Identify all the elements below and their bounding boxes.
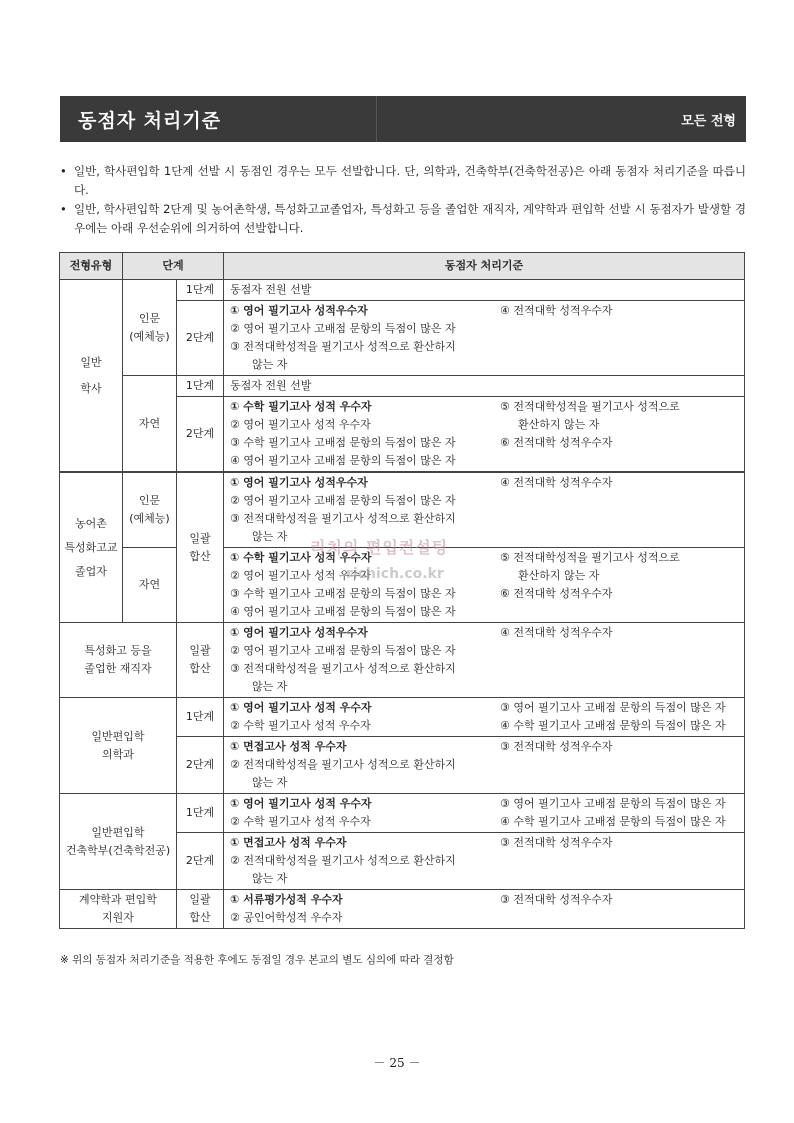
criterion-item: ① 수학 필기고사 성적 우수자 [230, 551, 372, 564]
criterion-item: ② 영어 필기고사 성적 우수자 [230, 569, 371, 582]
bullet-list [60, 162, 746, 238]
criterion-item: ④ 전적대학 성적우수자 [500, 304, 613, 317]
stage-cell: 2단계 [177, 397, 224, 473]
table-header-row [60, 253, 745, 280]
criterion-item: ③ 전적대학성적을 필기고사 성적으로 환산하지 [230, 512, 456, 525]
criterion-item: 않는 자 [252, 358, 288, 371]
criterion-item: 않는 자 [252, 776, 288, 789]
criterion-item: ④ 전적대학 성적우수자 [500, 626, 613, 639]
criterion-item: ① 영어 필기고사 성적우수자 [230, 304, 368, 317]
page-number: － 25 － [373, 1056, 421, 1070]
criterion-item: ④ 전적대학 성적우수자 [500, 476, 613, 489]
criterion-item: ③ 전적대학성적을 필기고사 성적으로 환산하지 [230, 662, 456, 675]
criterion-item: 않는 자 [252, 680, 288, 693]
stage-cell: 1단계 [177, 376, 224, 397]
type-architecture-transfer: 일반편입학 건축학부(건축학전공) [60, 794, 177, 890]
criterion-item: ① 영어 필기고사 성적 우수자 [230, 797, 372, 810]
criterion-item: ④ 수학 필기고사 고배점 문항의 득점이 많은 자 [500, 815, 726, 828]
criterion-item: ④ 영어 필기고사 고배점 문항의 득점이 많은 자 [230, 454, 456, 467]
table-row [60, 280, 745, 301]
criterion-item: 않는 자 [252, 872, 288, 885]
criterion-item: ① 면접고사 성적 우수자 [230, 836, 347, 849]
watermark-text: 리치의 편입컨설팅 [310, 538, 449, 557]
criterion-item: ③ 영어 필기고사 고배점 문항의 득점이 많은 자 [500, 701, 726, 714]
type-rural-vocational: 농어촌 특성화고교 졸업자 [60, 472, 123, 623]
stage-cell: 1단계 [177, 280, 224, 301]
section-title: 동점자 처리기준 [78, 110, 222, 132]
table-row [60, 376, 745, 397]
stage-cell: 2단계 [177, 301, 224, 376]
bullet-item: • 일반, 학사편입학 1단계 선발 시 동점인 경우는 모두 선발합니다. 단, 의학과, 건축학부(건축학전공)은 아래 동점자 처리기준을 따릅니다. [60, 162, 746, 200]
criterion-item: ① 면접고사 성적 우수자 [230, 740, 347, 753]
criterion-item: ③ 수학 필기고사 고배점 문항의 득점이 많은 자 [230, 436, 456, 449]
criterion-item: ⑤ 전적대학성적을 필기고사 성적으로 [500, 400, 680, 413]
criterion-item: ② 전적대학성적을 필기고사 성적으로 환산하지 [230, 758, 456, 771]
criterion-item: ⑤ 전적대학성적을 필기고사 성적으로 [500, 551, 680, 564]
criterion-item: ③ 전적대학성적을 필기고사 성적으로 환산하지 [230, 340, 456, 353]
track-nature: 자연 [123, 548, 177, 623]
table-row [60, 698, 745, 737]
criterion-item: ③ 전적대학 성적우수자 [500, 893, 613, 906]
table-row [60, 890, 745, 929]
header-type: 전형유형 [60, 253, 123, 280]
watermark-url: richich.co.kr [346, 566, 444, 582]
criterion-item: 환산하지 않는 자 [518, 418, 600, 431]
bullet-item: • 일반, 학사편입학 2단계 및 농어촌학생, 특성화고교졸업자, 특성화고 등을 졸업한 재직자, 계약학과 편입학 선발 시 동점자가 발생할 경우에는 아래 우선순위에 의거하여 선발합니다. [60, 200, 746, 238]
criteria-cell [224, 397, 745, 473]
table-row [60, 794, 745, 833]
criteria-cell [224, 833, 745, 890]
section-scope-label: 모든 전형 [681, 114, 736, 129]
criteria-cell: 동점자 전원 선발 [224, 280, 745, 301]
criteria-cell: 동점자 전원 선발 [224, 376, 745, 397]
criteria-cell [224, 737, 745, 794]
track-nature: 자연 [123, 376, 177, 473]
header-stage: 단계 [123, 253, 224, 280]
criterion-item: 환산하지 않는 자 [518, 569, 600, 582]
criteria-cell [224, 794, 745, 833]
criteria-cell [224, 890, 745, 929]
criterion-item: ③ 수학 필기고사 고배점 문항의 득점이 많은 자 [230, 587, 456, 600]
criterion-item: ① 영어 필기고사 성적우수자 [230, 476, 368, 489]
type-contract-transfer: 계약학과 편입학 지원자 [60, 890, 177, 929]
criterion-item: ⑥ 전적대학 성적우수자 [500, 436, 613, 449]
criterion-item: 않는 자 [252, 530, 288, 543]
criteria-cell [224, 698, 745, 737]
type-vocational-employee: 특성화고 등을 졸업한 재직자 [60, 623, 177, 698]
criterion-item: ① 영어 필기고사 성적 우수자 [230, 701, 372, 714]
stage-cell: 일괄 합산 [177, 472, 224, 623]
stage-cell: 1단계 [177, 794, 224, 833]
track-humanities: 인문 (예체능) [123, 472, 177, 548]
stage-cell: 일괄 합산 [177, 890, 224, 929]
criterion-item: ② 영어 필기고사 고배점 문항의 득점이 많은 자 [230, 322, 456, 335]
criterion-item: ② 수학 필기고사 성적 우수자 [230, 815, 371, 828]
criterion-item: ④ 영어 필기고사 고배점 문항의 득점이 많은 자 [230, 605, 456, 618]
tie-break-table [59, 252, 745, 929]
stage-cell: 2단계 [177, 737, 224, 794]
criterion-item: ④ 수학 필기고사 고배점 문항의 득점이 많은 자 [500, 719, 726, 732]
criteria-cell [224, 301, 745, 376]
criterion-item: ② 전적대학성적을 필기고사 성적으로 환산하지 [230, 854, 456, 867]
criterion-item: ① 수학 필기고사 성적 우수자 [230, 400, 372, 413]
criteria-cell [224, 623, 745, 698]
table-row [60, 548, 745, 623]
type-medicine-transfer: 일반편입학 의학과 [60, 698, 177, 794]
track-humanities: 인문 (예체능) [123, 280, 177, 376]
criterion-item: ② 공인어학성적 우수자 [230, 911, 343, 924]
header-criteria: 동점자 처리기준 [224, 253, 745, 280]
stage-cell: 일괄 합산 [177, 623, 224, 698]
criterion-item: ③ 영어 필기고사 고배점 문항의 득점이 많은 자 [500, 797, 726, 810]
criterion-item: ② 영어 필기고사 고배점 문항의 득점이 많은 자 [230, 494, 456, 507]
stage-cell: 1단계 [177, 698, 224, 737]
table-row [60, 623, 745, 698]
criteria-cell [224, 472, 745, 548]
section-banner [60, 96, 746, 142]
footnote: ※ 위의 동점자 처리기준을 적용한 후에도 동점일 경우 본교의 별도 심의에 따라 결정함 [60, 954, 454, 966]
criterion-item: ① 서류평가성적 우수자 [230, 893, 343, 906]
stage-cell: 2단계 [177, 833, 224, 890]
criterion-item: ② 영어 필기고사 성적 우수자 [230, 418, 371, 431]
criterion-item: ⑥ 전적대학 성적우수자 [500, 587, 613, 600]
criterion-item: ③ 전적대학 성적우수자 [500, 836, 613, 849]
criterion-item: ② 영어 필기고사 고배점 문항의 득점이 많은 자 [230, 644, 456, 657]
criterion-item: ② 수학 필기고사 성적 우수자 [230, 719, 371, 732]
criteria-cell [224, 548, 745, 623]
type-general: 일반 학사 [60, 280, 123, 473]
criterion-item: ③ 전적대학 성적우수자 [500, 740, 613, 753]
banner-divider [376, 96, 377, 142]
criterion-item: ① 영어 필기고사 성적우수자 [230, 626, 368, 639]
